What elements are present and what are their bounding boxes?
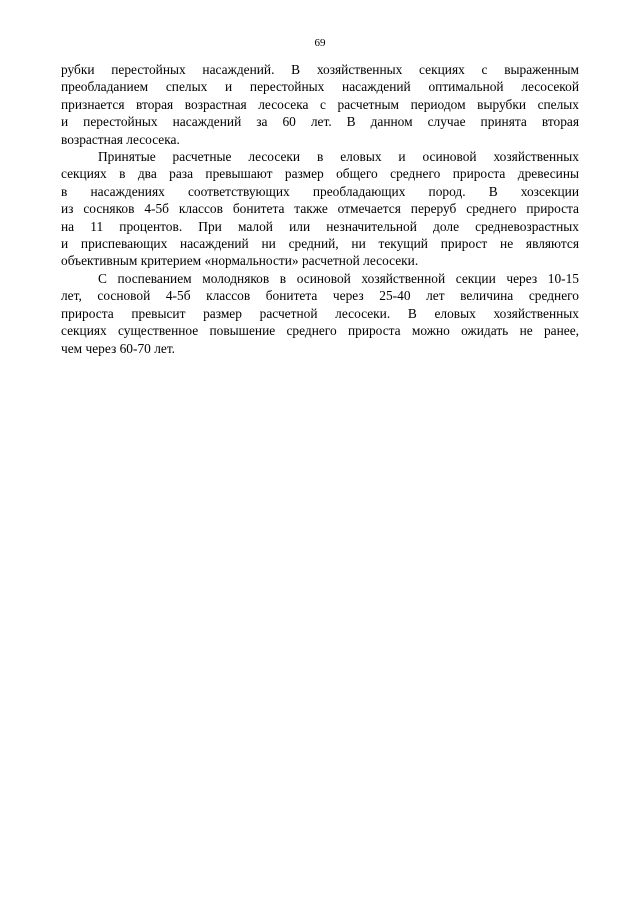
text-line: С поспеванием молодняков в осиновой хозяйственной секции через 10-15 — [98, 270, 579, 286]
text-line: Принятые расчетные лесосеки в еловых и осиновой хозяйственных — [98, 149, 579, 165]
paragraph-2 — [61, 148, 579, 270]
page-number: 69 — [314, 37, 326, 49]
text-line: и перестойных насаждений за 60 лет. В данном случае принята вторая — [61, 114, 579, 130]
text-line: и приспевающих насаждений ни средний, ни текущий прирост не являются — [61, 236, 579, 252]
text-line: секциях существенное повышение среднего прироста можно ожидать не ранее, — [61, 323, 579, 339]
text-line: на 11 процентов. При малой или незначительной доле средневозрастных — [61, 218, 579, 234]
text-line: прироста превысит размер расчетной лесосеки. В еловых хозяйственных — [61, 305, 579, 321]
text-line: лет, сосновой 4-5б классов бонитета через 25-40 лет величина среднего — [61, 288, 579, 304]
paragraph-3 — [61, 270, 579, 357]
text-line: в насаждениях соответствующих преобладающих пород. В хозсекции — [61, 183, 579, 199]
text-line: секциях в два раза превышают размер общего среднего прироста древесины — [61, 166, 579, 182]
text-line: из сосняков 4-5б классов бонитета также отмечается переруб среднего прироста — [61, 201, 579, 217]
paragraph-1 — [61, 61, 579, 148]
text-line: чем через 60-70 лет. — [61, 340, 176, 356]
text-line: преобладанием спелых и перестойных насаждений оптимальной лесосекой — [61, 79, 579, 95]
document-body — [61, 61, 579, 357]
text-line: рубки перестойных насаждений. В хозяйственных секциях с выраженным — [61, 62, 579, 77]
text-line: возрастная лесосека. — [61, 131, 180, 147]
text-line: объективным критерием «нормальности» расчетной лесосеки. — [61, 253, 419, 269]
text-line: признается вторая возрастная лесосека с расчетным периодом вырубки спелых — [61, 96, 579, 112]
